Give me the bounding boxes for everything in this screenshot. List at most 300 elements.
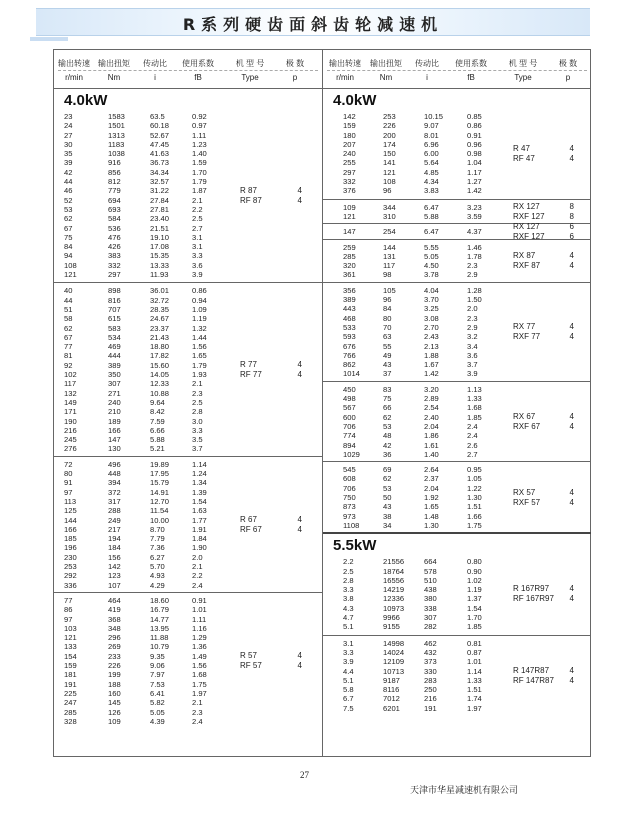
table-cell: 1.68 xyxy=(467,403,482,413)
page-title: R系列硬齿面斜齿轮减速机 xyxy=(182,15,444,34)
column-ratio xyxy=(424,465,439,530)
table-cell: 7.79 xyxy=(150,534,165,544)
table-cell: 4.3 xyxy=(343,603,354,613)
table-cell: 30 xyxy=(64,139,73,149)
pole-count: 4 xyxy=(297,185,302,195)
gear-model-block xyxy=(323,239,591,283)
column-ratio xyxy=(150,596,169,726)
table-cell: 19.89 xyxy=(150,459,170,469)
table-cell: 132 xyxy=(64,388,77,398)
table-cell: 615 xyxy=(108,314,121,324)
table-cell: 2.43 xyxy=(424,332,439,342)
table-cell: 438 xyxy=(424,585,437,595)
table-cell: 419 xyxy=(108,605,121,615)
table-cell: 14024 xyxy=(383,647,405,657)
table-cell: 94 xyxy=(64,251,73,261)
table-cell: 1.49 xyxy=(192,651,207,661)
column-output-torque xyxy=(383,639,404,713)
column-output-torque xyxy=(383,286,396,379)
table-cell: 5.70 xyxy=(150,562,165,572)
table-cell: 62 xyxy=(383,474,392,484)
table-cell: 3.08 xyxy=(424,313,439,323)
table-cell: 1.65 xyxy=(192,351,207,361)
table-cell: 2.04 xyxy=(424,421,439,431)
table-cell: 6.00 xyxy=(424,149,439,159)
column-output-torque xyxy=(383,385,391,459)
pole-count: 4 xyxy=(569,584,574,594)
table-cell: 3.9 xyxy=(192,270,203,280)
table-cell: 0.85 xyxy=(467,112,482,121)
table-cell: 1.85 xyxy=(467,412,482,422)
table-cell: 1.97 xyxy=(192,688,207,698)
table-cell: 36.73 xyxy=(150,158,170,168)
table-cell: 1501 xyxy=(108,121,125,131)
table-cell: 2.1 xyxy=(192,195,203,205)
table-cell: 1029 xyxy=(343,449,360,459)
column-service-factor xyxy=(467,243,482,280)
table-cell: 1.90 xyxy=(192,543,207,553)
table-cell: 15.35 xyxy=(150,251,170,261)
unit-fb: fB xyxy=(467,73,475,82)
brand-mark xyxy=(30,37,68,41)
table-cell: 1.42 xyxy=(467,186,482,196)
column-output-torque xyxy=(383,112,396,196)
table-cell: 5.55 xyxy=(424,242,439,252)
table-cell: 5.82 xyxy=(150,698,165,708)
table-cell: 2.4 xyxy=(192,716,203,726)
table-cell: 12.33 xyxy=(150,379,170,389)
column-output-speed xyxy=(343,639,354,713)
table-cell: 448 xyxy=(108,469,121,479)
table-cell: 14.05 xyxy=(150,370,170,380)
table-cell: 5.05 xyxy=(150,707,165,717)
table-cell: 5.88 xyxy=(424,211,439,221)
table-cell: 0.98 xyxy=(467,149,482,159)
table-cell: 444 xyxy=(108,351,121,361)
column-output-speed xyxy=(343,557,354,631)
table-cell: 12.70 xyxy=(150,496,170,506)
table-cell: 34.34 xyxy=(150,167,170,177)
table-cell: 600 xyxy=(343,412,356,422)
table-cell: 1.22 xyxy=(467,483,482,493)
table-cell: 2.40 xyxy=(424,412,439,422)
table-cell: 194 xyxy=(108,534,121,544)
table-cell: 7.36 xyxy=(150,543,165,553)
table-cell: 1.40 xyxy=(192,149,207,159)
pole-count: 8 xyxy=(569,201,574,211)
table-cell: 2.64 xyxy=(424,465,439,475)
table-cell: 450 xyxy=(343,384,356,394)
unit-i: i xyxy=(154,73,156,82)
table-cell: 21.43 xyxy=(150,332,170,342)
table-cell: 774 xyxy=(343,431,356,441)
table-cell: 361 xyxy=(343,270,356,280)
table-cell: 1.88 xyxy=(424,350,439,360)
gear-model-label: RXF 77 xyxy=(513,332,541,342)
header-model: 机 型 号 xyxy=(235,59,265,68)
table-cell: 144 xyxy=(64,515,77,525)
table-cell: 1.02 xyxy=(467,575,482,585)
table-cell: 706 xyxy=(343,483,356,493)
column-output-torque xyxy=(383,557,404,631)
table-cell: 14998 xyxy=(383,638,405,648)
table-cell: 47.45 xyxy=(150,139,170,149)
table-cell: 2.04 xyxy=(424,483,439,493)
column-output-torque xyxy=(383,227,396,236)
section-power-title: 4.0kW xyxy=(64,92,108,109)
pole-count: 4 xyxy=(569,251,574,261)
table-cell: 3.2 xyxy=(467,332,478,342)
table-cell: 50 xyxy=(383,493,392,503)
table-cell: 2.70 xyxy=(424,322,439,332)
table-cell: 1.11 xyxy=(192,130,207,140)
table-cell: 123 xyxy=(108,571,121,581)
gear-model-label: RXF 87 xyxy=(513,261,541,271)
table-cell: 356 xyxy=(343,285,356,295)
column-output-speed xyxy=(343,385,360,459)
table-cell: 533 xyxy=(343,322,356,332)
table-cell: 185 xyxy=(64,534,77,544)
table-cell: 51 xyxy=(64,304,73,314)
pole-count: 4 xyxy=(569,675,574,685)
table-cell: 84 xyxy=(383,304,392,314)
unit-type: Type xyxy=(514,73,532,82)
table-cell: 166 xyxy=(64,524,77,534)
table-cell: 11.54 xyxy=(150,506,169,516)
table-cell: 1.79 xyxy=(192,177,207,187)
table-cell: 567 xyxy=(343,403,356,413)
table-cell: 1.68 xyxy=(192,670,207,680)
gear-model-label: RX 77 xyxy=(513,322,536,332)
table-cell: 105 xyxy=(383,285,396,295)
table-cell: 21.51 xyxy=(150,223,170,233)
table-cell: 2.8 xyxy=(343,575,354,585)
table-cell: 27 xyxy=(64,130,73,140)
table-cell: 3.20 xyxy=(424,384,439,394)
right-table-panel xyxy=(323,50,591,756)
column-output-torque xyxy=(383,203,396,222)
gear-model-block xyxy=(323,109,591,199)
table-cell: 233 xyxy=(108,651,121,661)
table-cell: 766 xyxy=(343,350,356,360)
table-cell: 1.50 xyxy=(467,295,482,305)
table-cell: 330 xyxy=(424,666,437,676)
table-cell: 4.34 xyxy=(424,177,439,187)
table-cell: 171 xyxy=(64,407,77,417)
table-cell: 1.44 xyxy=(192,332,207,342)
table-cell: 462 xyxy=(424,638,437,648)
gear-model-block xyxy=(323,554,591,634)
table-cell: 10.15 xyxy=(424,112,444,121)
table-cell: 2.3 xyxy=(192,707,203,717)
section-power-title: 4.0kW xyxy=(333,92,377,109)
table-cell: 0.95 xyxy=(467,465,482,475)
header-model: 机 型 号 xyxy=(508,59,538,68)
table-cell: 9155 xyxy=(383,622,400,632)
gear-model-label: R 87 xyxy=(240,185,257,195)
gear-model-label: RX 67 xyxy=(513,411,536,421)
table-cell: 133 xyxy=(64,642,77,652)
table-cell: 1.91 xyxy=(192,524,207,534)
unit-type: Type xyxy=(241,73,259,82)
column-ratio xyxy=(150,460,169,590)
table-cell: 3.9 xyxy=(467,369,478,379)
table-cell: 536 xyxy=(108,223,121,233)
table-cell: 1.54 xyxy=(192,496,207,506)
column-service-factor xyxy=(467,639,482,713)
table-header-right xyxy=(323,50,591,89)
table-cell: 75 xyxy=(383,394,392,404)
pole-count: 4 xyxy=(569,497,574,507)
table-cell: 6.7 xyxy=(343,694,354,704)
pole-count: 4 xyxy=(569,487,574,497)
table-cell: 53 xyxy=(383,483,392,493)
gear-model-block xyxy=(54,592,322,729)
pole-count: 4 xyxy=(569,143,574,153)
table-cell: 1.37 xyxy=(467,594,482,604)
header-service-factor: 使用系数 xyxy=(455,59,487,68)
table-cell: 9.64 xyxy=(150,397,165,407)
table-cell: 52.67 xyxy=(150,130,170,140)
table-cell: 1.51 xyxy=(467,502,482,512)
table-cell: 1.51 xyxy=(467,685,482,695)
table-cell: 779 xyxy=(108,186,121,196)
table-cell: 1.34 xyxy=(192,478,207,488)
table-cell: 150 xyxy=(383,149,396,159)
table-cell: 1.56 xyxy=(192,342,207,352)
table-cell: 2.2 xyxy=(192,204,203,214)
table-cell: 3.9 xyxy=(343,657,354,667)
table-cell: 230 xyxy=(64,552,77,562)
table-cell: 200 xyxy=(383,130,396,140)
header-poles: 极 数 xyxy=(285,59,305,68)
table-cell: 247 xyxy=(64,698,77,708)
table-cell: 307 xyxy=(108,379,121,389)
table-cell: 0.91 xyxy=(467,130,482,140)
table-cell: 3.3 xyxy=(192,425,203,435)
table-cell: 856 xyxy=(108,167,121,177)
table-cell: 3.6 xyxy=(192,260,203,270)
table-cell: 694 xyxy=(108,195,121,205)
table-cell: 332 xyxy=(343,177,356,187)
table-cell: 69 xyxy=(383,465,392,475)
table-cell: 4.7 xyxy=(343,613,354,623)
table-cell: 2.3 xyxy=(192,388,203,398)
table-cell: 1.04 xyxy=(467,158,482,168)
table-cell: 4.04 xyxy=(424,285,439,295)
table-cell: 2.3 xyxy=(467,261,478,271)
table-cell: 1.75 xyxy=(467,520,482,530)
table-cell: 52 xyxy=(64,195,73,205)
table-cell: 4.4 xyxy=(343,666,354,676)
pole-count: 4 xyxy=(569,411,574,421)
table-cell: 3.70 xyxy=(424,295,439,305)
table-cell: 1183 xyxy=(108,139,125,149)
gear-model-label: RF 77 xyxy=(240,370,262,380)
table-cell: 2.89 xyxy=(424,394,439,404)
table-cell: 77 xyxy=(64,596,73,605)
table-cell: 16.79 xyxy=(150,605,170,615)
table-cell: 3.5 xyxy=(192,435,203,445)
table-cell: 48 xyxy=(383,431,392,441)
table-cell: 1.61 xyxy=(424,440,439,450)
table-cell: 271 xyxy=(108,388,121,398)
pole-count: 4 xyxy=(569,153,574,163)
column-service-factor xyxy=(467,286,482,379)
table-cell: 1.09 xyxy=(192,304,207,314)
table-cell: 63 xyxy=(383,332,392,342)
table-cell: 2.7 xyxy=(467,449,478,459)
table-cell: 21556 xyxy=(383,557,405,567)
unit-fb: fB xyxy=(194,73,202,82)
header-ratio: 传动比 xyxy=(143,59,167,68)
table-cell: 6201 xyxy=(383,703,400,713)
table-cell: 28.35 xyxy=(150,304,170,314)
table-cell: 328 xyxy=(64,716,77,726)
gear-model-block xyxy=(323,223,591,239)
table-cell: 862 xyxy=(343,360,356,370)
table-cell: 63.5 xyxy=(150,112,165,121)
table-cell: 9187 xyxy=(383,675,400,685)
gear-model-block xyxy=(323,381,591,462)
table-cell: 23 xyxy=(64,112,73,121)
table-cell: 196 xyxy=(64,543,77,553)
gear-model-block xyxy=(323,635,591,716)
table-cell: 15.60 xyxy=(150,360,170,370)
table-cell: 117 xyxy=(64,379,77,389)
table-cell: 14.77 xyxy=(150,614,170,624)
table-cell: 3.1 xyxy=(192,242,203,252)
table-cell: 297 xyxy=(343,167,356,177)
table-cell: 973 xyxy=(343,511,356,521)
table-cell: 5.05 xyxy=(424,251,439,261)
table-cell: 5.1 xyxy=(343,622,354,632)
column-output-speed xyxy=(64,112,77,279)
table-cell: 13.95 xyxy=(150,623,170,633)
table-cell: 269 xyxy=(108,642,121,652)
table-cell: 9.35 xyxy=(150,651,165,661)
table-cell: 545 xyxy=(343,465,356,475)
column-ratio xyxy=(424,286,439,379)
table-cell: 4.50 xyxy=(424,261,439,271)
table-cell: 0.92 xyxy=(192,112,207,121)
header-output-speed: 输出转速 xyxy=(329,59,361,68)
table-cell: 1.24 xyxy=(192,469,207,479)
table-cell: 750 xyxy=(343,493,356,503)
table-cell: 55 xyxy=(383,341,392,351)
table-cell: 156 xyxy=(108,552,121,562)
table-cell: 389 xyxy=(108,360,121,370)
table-cell: 1.19 xyxy=(467,585,482,595)
table-cell: 1.93 xyxy=(192,370,207,380)
table-cell: 46 xyxy=(64,186,73,196)
table-cell: 496 xyxy=(108,459,121,469)
gear-model-label: RX 57 xyxy=(513,487,536,497)
table-cell: 117 xyxy=(383,261,396,271)
table-cell: 2.0 xyxy=(467,304,478,314)
table-cell: 250 xyxy=(424,685,437,695)
table-cell: 184 xyxy=(108,543,121,553)
table-cell: 23.37 xyxy=(150,323,170,333)
table-cell: 3.0 xyxy=(192,416,203,426)
table-cell: 7.97 xyxy=(150,670,165,680)
table-cell: 249 xyxy=(108,515,121,525)
table-cell: 510 xyxy=(424,575,437,585)
table-cell: 154 xyxy=(64,651,77,661)
table-cell: 14219 xyxy=(383,585,405,595)
table-cell: 2.3 xyxy=(467,313,478,323)
table-cell: 70 xyxy=(383,322,392,332)
gear-model-block xyxy=(54,109,322,282)
table-cell: 873 xyxy=(343,502,356,512)
table-cell: 97 xyxy=(64,487,73,497)
table-cell: 96 xyxy=(383,295,392,305)
table-cell: 2.4 xyxy=(192,580,203,590)
table-cell: 426 xyxy=(108,242,121,252)
table-cell: 2.1 xyxy=(192,379,203,389)
table-cell: 1.28 xyxy=(467,285,482,295)
gear-model-block xyxy=(323,461,591,533)
table-cell: 1.77 xyxy=(192,515,207,525)
gear-model-label: R 57 xyxy=(240,651,257,661)
table-cell: 816 xyxy=(108,295,121,305)
table-cell: 380 xyxy=(424,594,437,604)
table-cell: 469 xyxy=(108,342,121,352)
table-cell: 216 xyxy=(64,425,77,435)
table-cell: 254 xyxy=(383,227,396,237)
table-cell: 11.93 xyxy=(150,270,169,280)
table-cell: 292 xyxy=(64,571,77,581)
table-cell: 1.13 xyxy=(467,384,482,394)
table-cell: 2.37 xyxy=(424,474,439,484)
column-service-factor xyxy=(192,112,207,279)
table-cell: 190 xyxy=(64,416,77,426)
table-cell: 2.2 xyxy=(192,571,203,581)
table-cell: 332 xyxy=(108,260,121,270)
table-cell: 383 xyxy=(108,251,121,261)
table-cell: 1.39 xyxy=(192,487,207,497)
table-cell: 338 xyxy=(424,603,437,613)
table-cell: 145 xyxy=(108,698,121,708)
table-cell: 894 xyxy=(343,440,356,450)
table-cell: 1.30 xyxy=(467,493,482,503)
unit-nm: Nm xyxy=(107,73,121,82)
table-cell: 320 xyxy=(343,261,356,271)
table-cell: 5.64 xyxy=(424,158,439,168)
table-cell: 17.08 xyxy=(150,242,170,252)
table-cell: 1.75 xyxy=(192,679,207,689)
table-cell: 368 xyxy=(108,614,121,624)
table-cell: 5.88 xyxy=(150,435,165,445)
table-cell: 707 xyxy=(108,304,121,314)
table-cell: 125 xyxy=(64,506,77,516)
table-cell: 3.1 xyxy=(343,638,354,648)
table-cell: 2.1 xyxy=(192,562,203,572)
table-cell: 62 xyxy=(383,412,392,422)
pole-count: 4 xyxy=(297,661,302,671)
table-cell: 534 xyxy=(108,332,121,342)
table-cell: 898 xyxy=(108,286,121,296)
unit-nm: Nm xyxy=(379,73,393,82)
table-cell: 1.19 xyxy=(192,314,207,324)
gear-model-label: RX 87 xyxy=(513,251,536,261)
table-cell: 1.78 xyxy=(467,251,482,261)
table-cell: 67 xyxy=(64,223,73,233)
gear-model-label: RXF 127 xyxy=(513,211,545,221)
column-ratio xyxy=(424,227,439,236)
table-cell: 15.79 xyxy=(150,478,170,488)
pole-count: 4 xyxy=(569,421,574,431)
